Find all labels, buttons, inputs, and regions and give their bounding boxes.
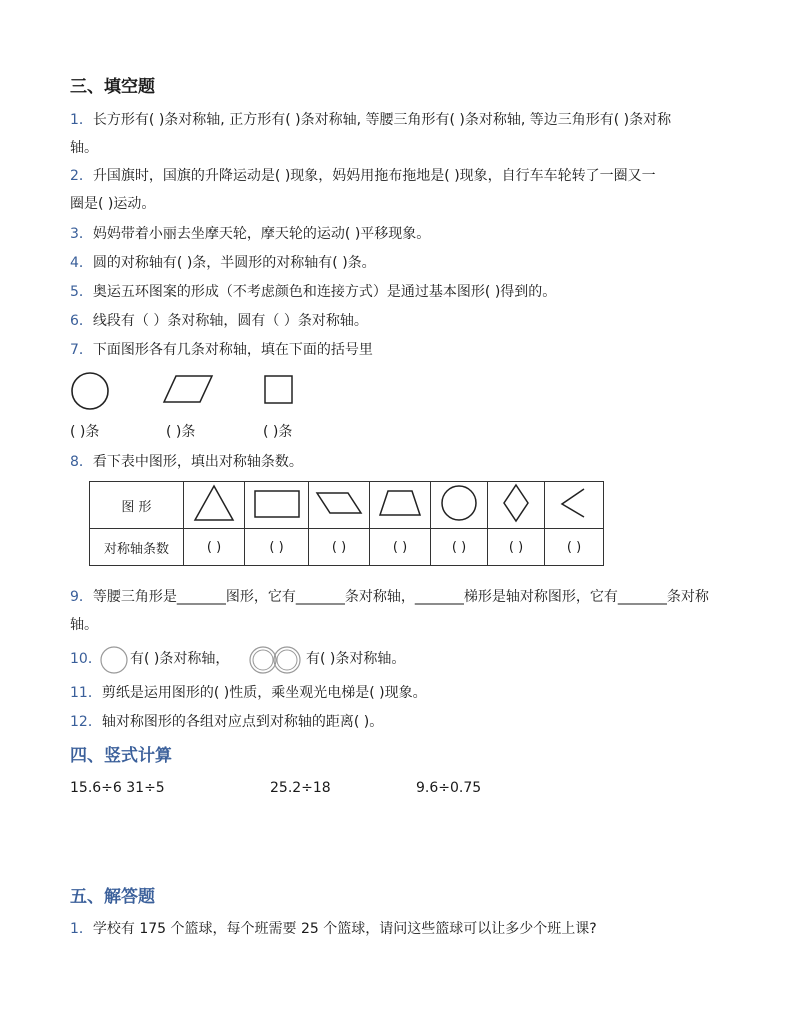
question-2-cont: 圈是( )运动。 bbox=[70, 196, 156, 212]
table-cell-circle bbox=[431, 482, 488, 529]
rhombus-shape bbox=[504, 485, 528, 521]
question-3 bbox=[70, 224, 430, 244]
question-number: 2． bbox=[70, 168, 93, 184]
question-text: 学校有 175 个篮球，每个班需要 25 个篮球，请问这些篮球可以让多少个班上课? bbox=[92, 921, 597, 937]
question-12 bbox=[70, 712, 383, 732]
rectangle-shape bbox=[255, 491, 299, 517]
symmetry-table bbox=[89, 481, 604, 566]
table-cell-rhombus bbox=[488, 482, 545, 529]
table-header-axes: 对称轴条数 bbox=[90, 529, 184, 566]
question-4 bbox=[70, 253, 376, 273]
question-1-cont: 轴。 bbox=[70, 140, 98, 156]
question-11 bbox=[70, 683, 427, 703]
parallelogram-shape bbox=[162, 374, 214, 406]
question-number: 7． bbox=[70, 342, 93, 358]
question-10-number: 10． bbox=[70, 651, 102, 667]
parallelogram-shape bbox=[317, 493, 361, 513]
table-answer-cell: ( ) bbox=[545, 529, 604, 566]
table-answer-cell: ( ) bbox=[184, 529, 245, 566]
question-9 bbox=[70, 587, 709, 607]
table-answer-cell: ( ) bbox=[370, 529, 431, 566]
table-answer-cell: ( ) bbox=[488, 529, 545, 566]
table-header-shape: 图 形 bbox=[90, 482, 184, 529]
question-text: 等腰三角形是_______图形，它有_______条对称轴，_______梯形是轴对称图形，它有_______条对称 bbox=[92, 589, 709, 605]
table-cell-triangle bbox=[184, 482, 245, 529]
q7-answer-parallelogram: ( )条 bbox=[166, 424, 196, 440]
single-circle-shape bbox=[98, 645, 130, 675]
question-number: 1． bbox=[70, 112, 93, 128]
section-4-title: 四、竖式计算 bbox=[70, 746, 172, 766]
question-number: 3． bbox=[70, 226, 93, 242]
table-answer-cell: ( ) bbox=[431, 529, 488, 566]
question-number: 12． bbox=[70, 714, 102, 730]
circle-shape bbox=[442, 486, 476, 520]
question-text: 妈妈带着小丽去坐摩天轮，摩天轮的运动( )平移现象。 bbox=[92, 226, 431, 242]
question-text: 看下表中图形，填出对称轴条数。 bbox=[92, 454, 303, 470]
table-cell-parallelogram bbox=[309, 482, 370, 529]
square-shape bbox=[263, 374, 295, 406]
question-number: 5． bbox=[70, 284, 93, 300]
question-text: 剪纸是运用图形的( )性质，乘坐观光电梯是( )现象。 bbox=[101, 685, 427, 701]
question-2 bbox=[70, 166, 656, 186]
table-answer-cell: ( ) bbox=[309, 529, 370, 566]
question-text: 圆的对称轴有( )条，半圆形的对称轴有( )条。 bbox=[92, 255, 376, 271]
question-7 bbox=[70, 340, 373, 360]
question-text: 线段有（ ）条对称轴，圆有（ ）条对称轴。 bbox=[92, 313, 368, 329]
angle-shape bbox=[562, 489, 584, 517]
question-text: 下面图形各有几条对称轴，填在下面的括号里 bbox=[92, 342, 373, 358]
question-10-part2: 有( )条对称轴。 bbox=[306, 651, 406, 667]
table-cell-trapezoid bbox=[370, 482, 431, 529]
question-text: 升国旗时，国旗的升降运动是( )现象，妈妈用拖布拖地是( )现象，自行车车轮转了一圈又一 bbox=[92, 168, 656, 184]
calc-item-1: 15.6÷6 31÷5 bbox=[70, 780, 165, 796]
question-5 bbox=[70, 282, 556, 302]
question-number: 8． bbox=[70, 454, 93, 470]
calc-item-2: 25.2÷18 bbox=[270, 780, 331, 796]
question-number: 11． bbox=[70, 685, 102, 701]
double-circle-shape bbox=[245, 645, 307, 675]
question-number: 4． bbox=[70, 255, 93, 271]
question-text: 轴对称图形的各组对应点到对称轴的距离( )。 bbox=[101, 714, 384, 730]
table-row-shapes bbox=[90, 482, 604, 529]
question-text: 奥运五环图案的形成（不考虑颜色和连接方式）是通过基本图形( )得到的。 bbox=[92, 284, 557, 300]
triangle-shape bbox=[195, 486, 233, 520]
table-row-axes bbox=[90, 529, 604, 566]
table-cell-angle bbox=[545, 482, 604, 529]
trapezoid-shape bbox=[380, 491, 420, 515]
calc-item-3: 9.6÷0.75 bbox=[416, 780, 482, 796]
table-answer-cell: ( ) bbox=[245, 529, 309, 566]
question-8 bbox=[70, 452, 303, 472]
q7-answer-circle: ( )条 bbox=[70, 424, 100, 440]
question-number: 9． bbox=[70, 589, 93, 605]
word-problem-1 bbox=[70, 919, 597, 939]
question-1 bbox=[70, 110, 671, 130]
question-text: 长方形有( )条对称轴, 正方形有( )条对称轴, 等腰三角形有( )条对称轴, 等边三角形有( )条对称 bbox=[92, 112, 672, 128]
question-9-cont: 轴。 bbox=[70, 617, 98, 633]
question-6 bbox=[70, 311, 368, 331]
question-10-part1: 有( )条对称轴， bbox=[130, 651, 230, 667]
question-number: 1． bbox=[70, 921, 93, 937]
q7-answer-square: ( )条 bbox=[263, 424, 293, 440]
section-3-title: 三、填空题 bbox=[70, 77, 155, 97]
section-5-title: 五、解答题 bbox=[70, 887, 155, 907]
circle-shape bbox=[70, 371, 110, 411]
question-number: 6． bbox=[70, 313, 93, 329]
table-cell-rectangle bbox=[245, 482, 309, 529]
